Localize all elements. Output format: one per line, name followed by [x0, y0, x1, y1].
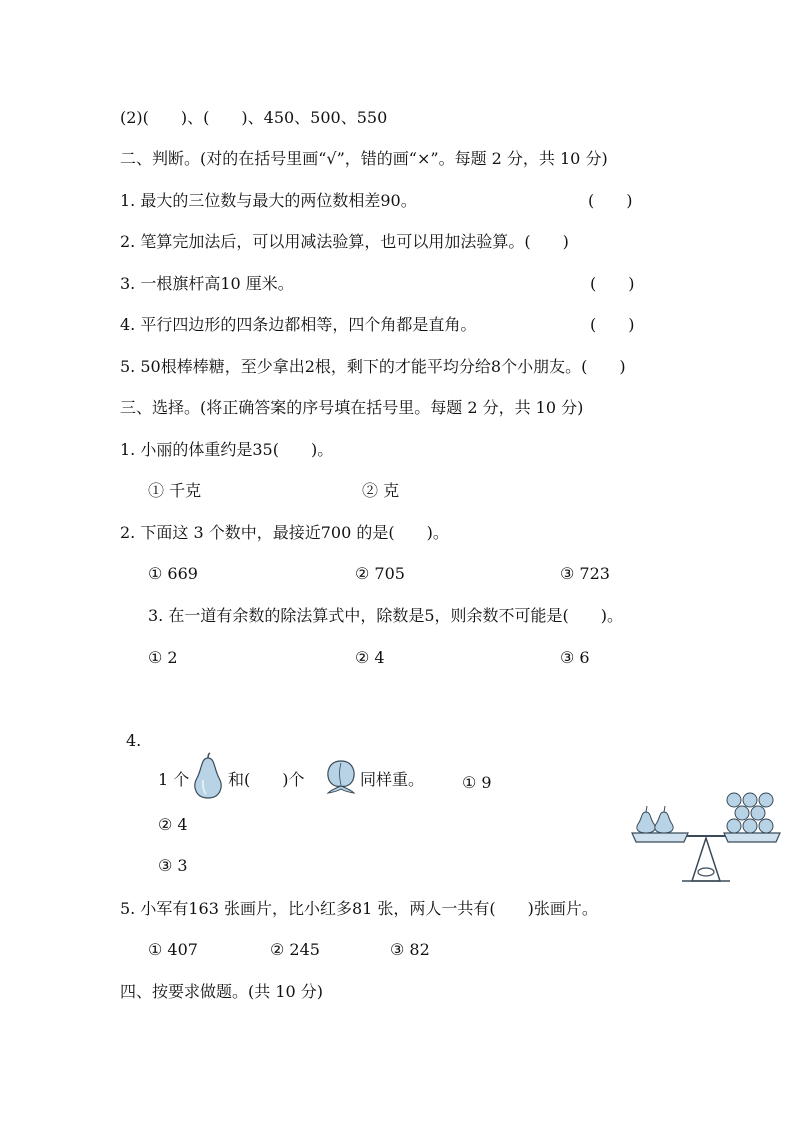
choice-4-option-1[interactable]: ① 9: [462, 773, 492, 792]
answer-paren-1[interactable]: ( ): [588, 191, 633, 210]
judgment-item-5: 5. 50根棒棒糖，至少拿出2根，剩下的才能平均分给8个小朋友。( ): [120, 357, 626, 376]
choice-question-3: 3. 在一道有余数的除法算式中，除数是5，则余数不可能是( )。: [148, 606, 624, 625]
choice-5-option-1[interactable]: ① 407: [148, 940, 198, 959]
choice-5-option-2[interactable]: ② 245: [270, 940, 320, 959]
choice-4-option-3[interactable]: ③ 3: [158, 856, 188, 875]
choice-1-option-2[interactable]: ② 克: [362, 481, 400, 500]
judgment-item-2: 2. 笔算完加法后，可以用减法验算，也可以用加法验算。( ): [120, 232, 569, 251]
choice-question-4-text-post: 同样重。: [360, 770, 425, 789]
choice-3-option-2[interactable]: ② 4: [355, 648, 385, 667]
pear-icon: [190, 752, 226, 800]
choice-3-option-3[interactable]: ③ 6: [560, 648, 590, 667]
choice-question-5: 5. 小军有163 张画片，比小红多81 张，两人一共有( )张画片。: [120, 899, 598, 918]
balance-scale-illustration: [626, 786, 786, 886]
choice-question-2: 2. 下面这 3 个数中，最接近700 的是( )。: [120, 523, 449, 542]
choice-question-4-text-mid: 和( )个: [228, 770, 305, 789]
judgment-item-3: 3. 一根旗杆高10 厘米。: [120, 274, 294, 293]
choice-1-option-1[interactable]: ① 千克: [148, 481, 202, 500]
section-heading-tasks: 四、按要求做题。(共 10 分): [120, 982, 324, 1001]
section-heading-judgment: 二、判断。(对的在括号里画“√”，错的画“×”。每题 2 分，共 10 分): [120, 149, 608, 168]
section-heading-choice: 三、选择。(将正确答案的序号填在括号里。每题 2 分，共 10 分): [120, 398, 584, 417]
answer-paren-4[interactable]: ( ): [590, 315, 635, 334]
judgment-item-1: 1. 最大的三位数与最大的两位数相差90。: [120, 191, 417, 210]
choice-question-4-text-pre: 1 个: [158, 770, 190, 789]
choice-2-option-2[interactable]: ② 705: [355, 564, 405, 583]
judgment-item-4: 4. 平行四边形的四条边都相等，四个角都是直角。: [120, 315, 477, 334]
choice-question-1: 1. 小丽的体重约是35( )。: [120, 440, 334, 459]
fill-blank-line-2: (2)( )、( )、450、500、550: [120, 108, 388, 127]
choice-5-option-3[interactable]: ③ 82: [390, 940, 430, 959]
choice-question-4-number: 4.: [126, 731, 142, 750]
choice-2-option-3[interactable]: ③ 723: [560, 564, 610, 583]
choice-2-option-1[interactable]: ① 669: [148, 564, 198, 583]
choice-4-option-2[interactable]: ② 4: [158, 815, 188, 834]
choice-3-option-1[interactable]: ① 2: [148, 648, 178, 667]
peach-icon: [324, 758, 358, 794]
answer-paren-3[interactable]: ( ): [590, 274, 635, 293]
